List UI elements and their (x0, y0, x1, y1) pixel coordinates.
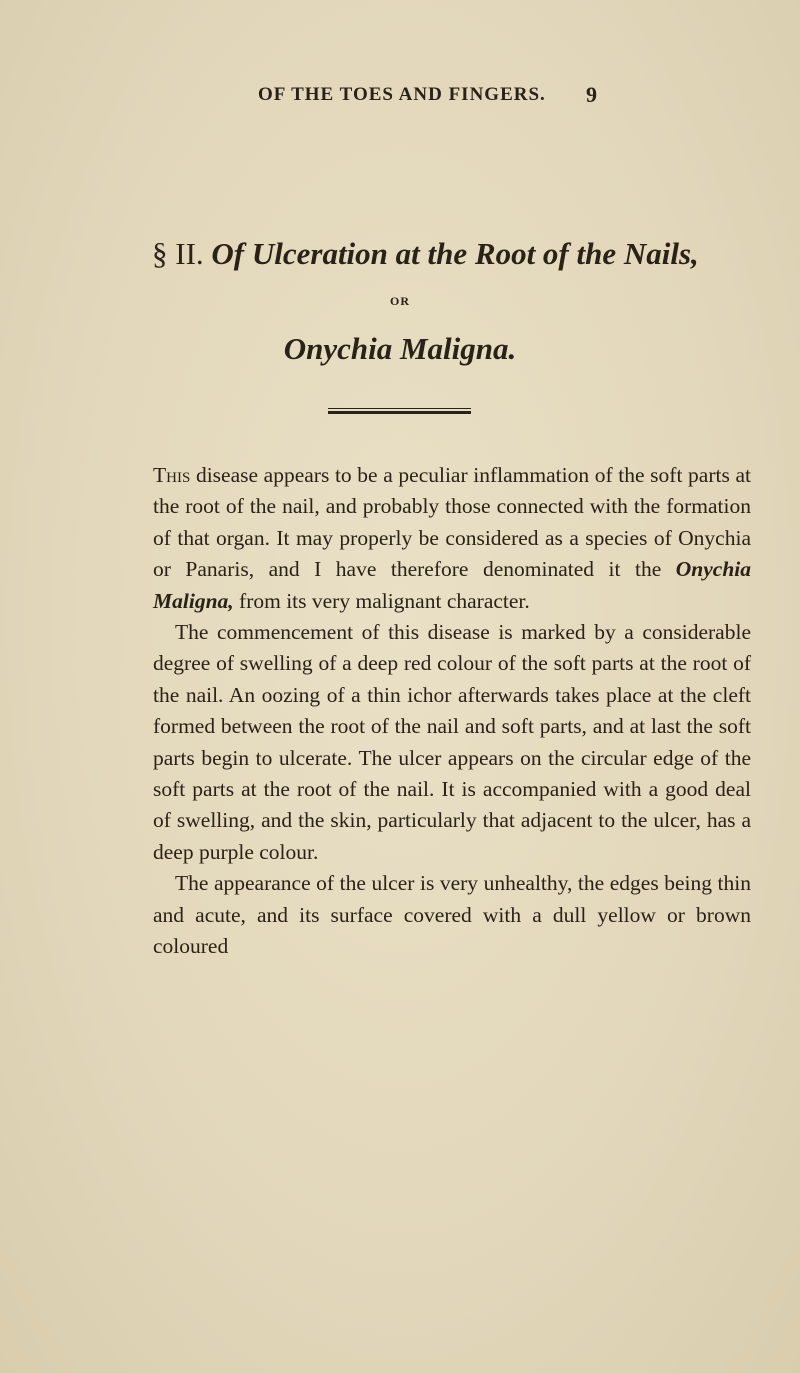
divider-rule-thick (328, 411, 471, 414)
alternate-title: Onychia Maligna. (283, 331, 517, 366)
section-heading (152, 236, 699, 272)
paragraph-lead-word: This (153, 463, 191, 487)
page-number: 9 (586, 82, 597, 107)
paragraph-2: The commencement of this disease is marked by a considerable degree of swelling of a deep red colour of the soft parts at the root of the nail. An oozing of a thin ichor afterwards takes place at the cleft formed between the root of the nail and soft parts, and at last the soft parts begin to ulcerate. The ulcer appears on the circular edge of the soft parts at the root of the nail. It is accompanied with a good deal of swelling, and the skin, particularly that adjacent to the ulcer, has a deep purple colour. (153, 620, 751, 864)
paragraph-3: The appearance of the ulcer is very unhealthy, the edges being thin and acute, and its surface covered with a dull yellow or brown coloured (153, 871, 751, 959)
paragraph-1-text-b: from its very malignant character. (233, 588, 530, 613)
section-number: § II. (152, 236, 204, 271)
running-head (0, 84, 800, 114)
or-connector: OR (390, 294, 410, 308)
divider-rule-thin (328, 408, 471, 409)
disease-term: Onychia Maligna, (153, 557, 751, 613)
paragraph-1-text-a: disease appears to be a peculiar inflammation of the soft parts at the root of the nail, and probably those connected with the formation of that organ. It may properly be considered as a species of Onychia or Panaris, and I have therefore denominated it the (153, 463, 751, 582)
running-head-title: OF THE TOES AND FINGERS. (258, 84, 546, 105)
section-title: Of Ulceration at the Root of the Nails, (211, 236, 699, 271)
paragraph-1 (153, 460, 751, 617)
body-text (153, 460, 751, 963)
